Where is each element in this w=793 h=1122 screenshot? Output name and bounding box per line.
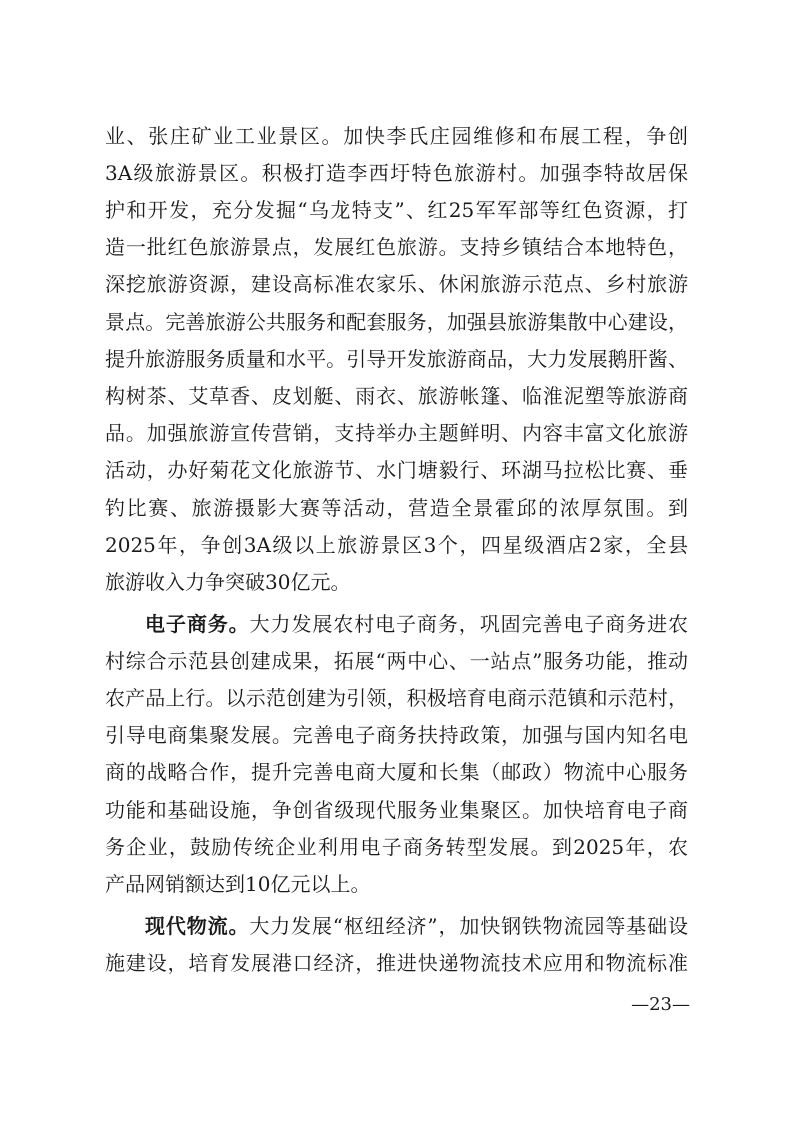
paragraph-1-line-1: 业、张庄矿业工业景区。加快李氏庄园维修和布展工程，争创 <box>105 124 688 148</box>
paragraph-2-line-2: 村综合示范县创建成果，拓展“两中心、一站点”服务功能，推动 <box>105 649 688 673</box>
paragraph-2-line-7: 务企业，鼓励传统企业利用电子商务转型发展。到2025年，农 <box>105 835 688 859</box>
ecommerce-heading: 电子商务。 <box>145 612 250 636</box>
paragraph-3-line-1 <box>145 908 688 944</box>
paragraph-1-line-2: 3A级旅游景区。积极打造李西圩特色旅游村。加强李特故居保 <box>105 161 688 185</box>
paragraph-1-line-11: 钓比赛、旅游摄影大赛等活动，营造全景霍邱的浓厚氛围。到 <box>105 496 688 520</box>
paragraph-2-line-8: 产品网销额达到10亿元以上。 <box>105 872 371 896</box>
paragraph-2-line-3: 农产品上行。以示范创建为引领，积极培育电商示范镇和示范村， <box>105 686 688 710</box>
paragraph-1-line-10: 活动，办好菊花文化旅游节、水门塘毅行、环湖马拉松比赛、垂 <box>105 458 688 482</box>
paragraph-2-line-6: 功能和基础设施，争创省级现代服务业集聚区。加快培育电子商 <box>105 798 688 822</box>
paragraph-1-line-8: 构树茶、艾草香、皮划艇、雨衣、旅游帐篷、临淮泥塑等旅游商 <box>105 384 688 408</box>
paragraph-1-line-9: 品。加强旅游宣传营销，支持举办主题鲜明、内容丰富文化旅游 <box>105 421 688 445</box>
paragraph-1-line-13: 旅游收入力争突破30亿元。 <box>105 570 351 594</box>
paragraph-1-line-5: 深挖旅游资源，建设高标准农家乐、休闲旅游示范点、乡村旅游 <box>105 272 688 296</box>
paragraph-2-line-1-text: 大力发展农村电子商务，巩固完善电子商务进农 <box>249 612 688 636</box>
paragraph-1-line-12: 2025年，争创3A级以上旅游景区3个，四星级酒店2家，全县 <box>105 533 688 557</box>
paragraph-3-line-2: 施建设，培育发展港口经济，推进快递物流技术应用和物流标准 <box>105 951 688 975</box>
paragraph-1-line-7: 提升旅游服务质量和水平。引导开发旅游商品，大力发展鹅肝酱、 <box>105 347 688 371</box>
page-number: —23— <box>631 994 690 1015</box>
paragraph-1-line-6: 景点。完善旅游公共服务和配套服务，加强县旅游集散中心建设， <box>105 310 688 334</box>
paragraph-1-line-4: 造一批红色旅游景点，发展红色旅游。支持乡镇结合本地特色， <box>105 235 688 259</box>
paragraph-2-line-1 <box>145 606 688 642</box>
logistics-heading: 现代物流。 <box>145 914 250 938</box>
paragraph-1-line-3: 护和开发，充分发掘“乌龙特支”、红25军军部等红色资源，打 <box>105 198 688 222</box>
paragraph-2-line-5: 商的战略合作，提升完善电商大厦和长集（邮政）物流中心服务 <box>105 760 688 784</box>
paragraph-3-line-1-text: 大力发展“枢纽经济”，加快钢铁物流园等基础设 <box>249 914 688 938</box>
paragraph-2-line-4: 引导电商集聚发展。完善电子商务扶持政策，加强与国内知名电 <box>105 723 688 747</box>
